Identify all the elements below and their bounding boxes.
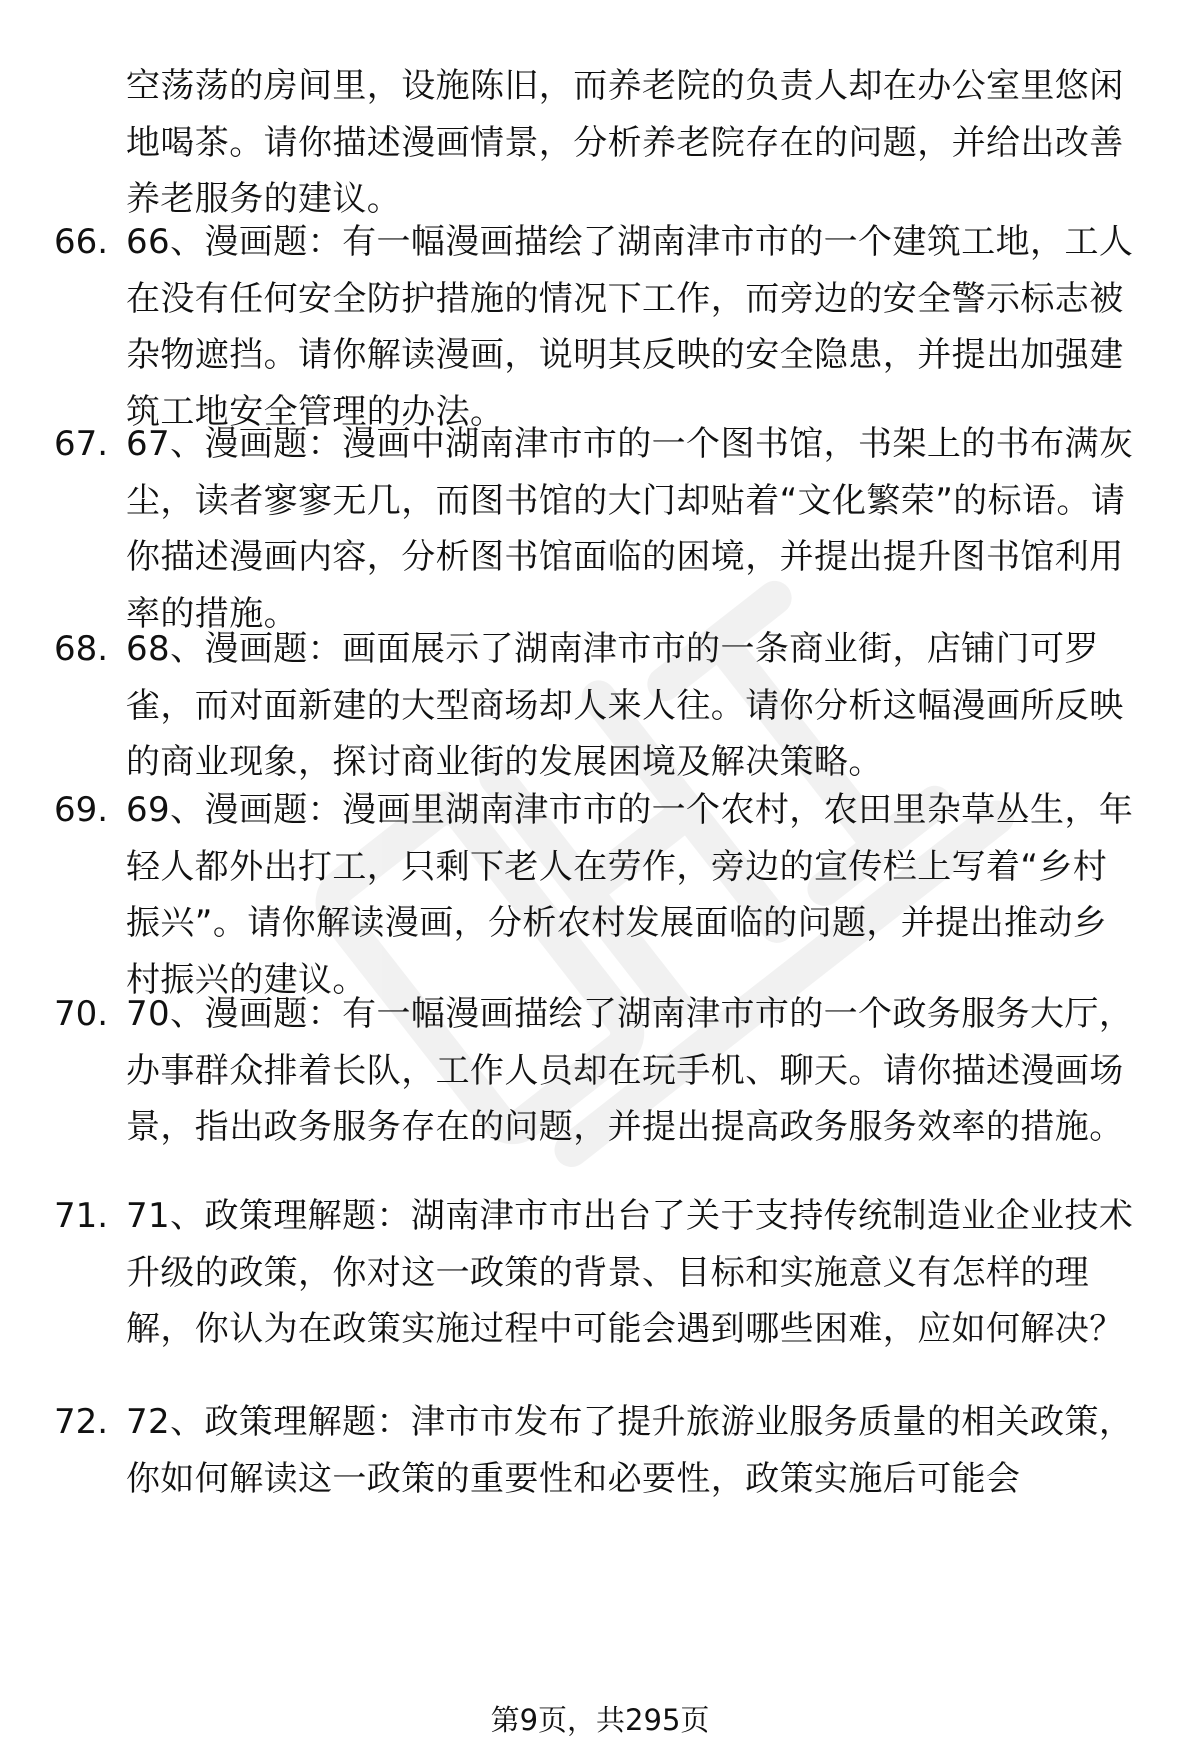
item-text: 70、漫画题：有一幅漫画描绘了湖南津市市的一个政务服务大厅，办事群众排着长队，工作人员却在玩手机、聊天。请你描述漫画场景，指出政务服务存在的问题，并提出提高政务服务效率的措施。 — [126, 994, 1134, 1147]
item-number: 67. — [54, 424, 109, 464]
item-text: 67、漫画题：漫画中湖南津市市的一个图书馆，书架上的书布满灰尘，读者寥寥无几，而图书馆的大门却贴着“文化繁荣”的标语。请你描述漫画内容，分析图书馆面临的困境，并提出提升图书馆利用率的措施。 — [126, 424, 1134, 634]
item-number: 66. — [54, 222, 109, 262]
page-footer: 第9页，共295页 — [490, 1703, 710, 1737]
item-number: 72. — [54, 1402, 109, 1442]
item-number: 70. — [54, 994, 109, 1034]
item-number: 71. — [54, 1196, 109, 1236]
item-text: 68、漫画题：画面展示了湖南津市市的一条商业街，店铺门可罗雀，而对面新建的大型商场却人来人往。请你分析这幅漫画所反映的商业现象，探讨商业街的发展困境及解决策略。 — [126, 629, 1124, 782]
item-number: 69. — [54, 790, 109, 830]
item-text: 72、政策理解题：津市市发布了提升旅游业服务质量的相关政策，你如何解读这一政策的重要性和必要性，政策实施后可能会 — [126, 1402, 1134, 1499]
item-text: 71、政策理解题：湖南津市市出台了关于支持传统制造业企业技术升级的政策，你对这一政策的背景、目标和实施意义有怎样的理解，你认为在政策实施过程中可能会遇到哪些困难，应如何解决？ — [126, 1196, 1134, 1349]
item-text: 69、漫画题：漫画里湖南津市市的一个农村，农田里杂草丛生，年轻人都外出打工，只剩下老人在劳作，旁边的宣传栏上写着“乡村振兴”。请你解读漫画，分析农村发展面临的问题，并提出推动乡村振兴的建议。 — [126, 790, 1134, 1000]
item-text: 空荡荡的房间里，设施陈旧，而养老院的负责人却在办公室里悠闲地喝茶。请你描述漫画情景，分析养老院存在的问题，并给出改善养老服务的建议。 — [126, 66, 1124, 219]
item-number: 68. — [54, 629, 109, 669]
item-text: 66、漫画题：有一幅漫画描绘了湖南津市市的一个建筑工地，工人在没有任何安全防护措施的情况下工作，而旁边的安全警示标志被杂物遮挡。请你解读漫画，说明其反映的安全隐患，并提出加强建筑工地安全管理的办法。 — [126, 222, 1134, 432]
